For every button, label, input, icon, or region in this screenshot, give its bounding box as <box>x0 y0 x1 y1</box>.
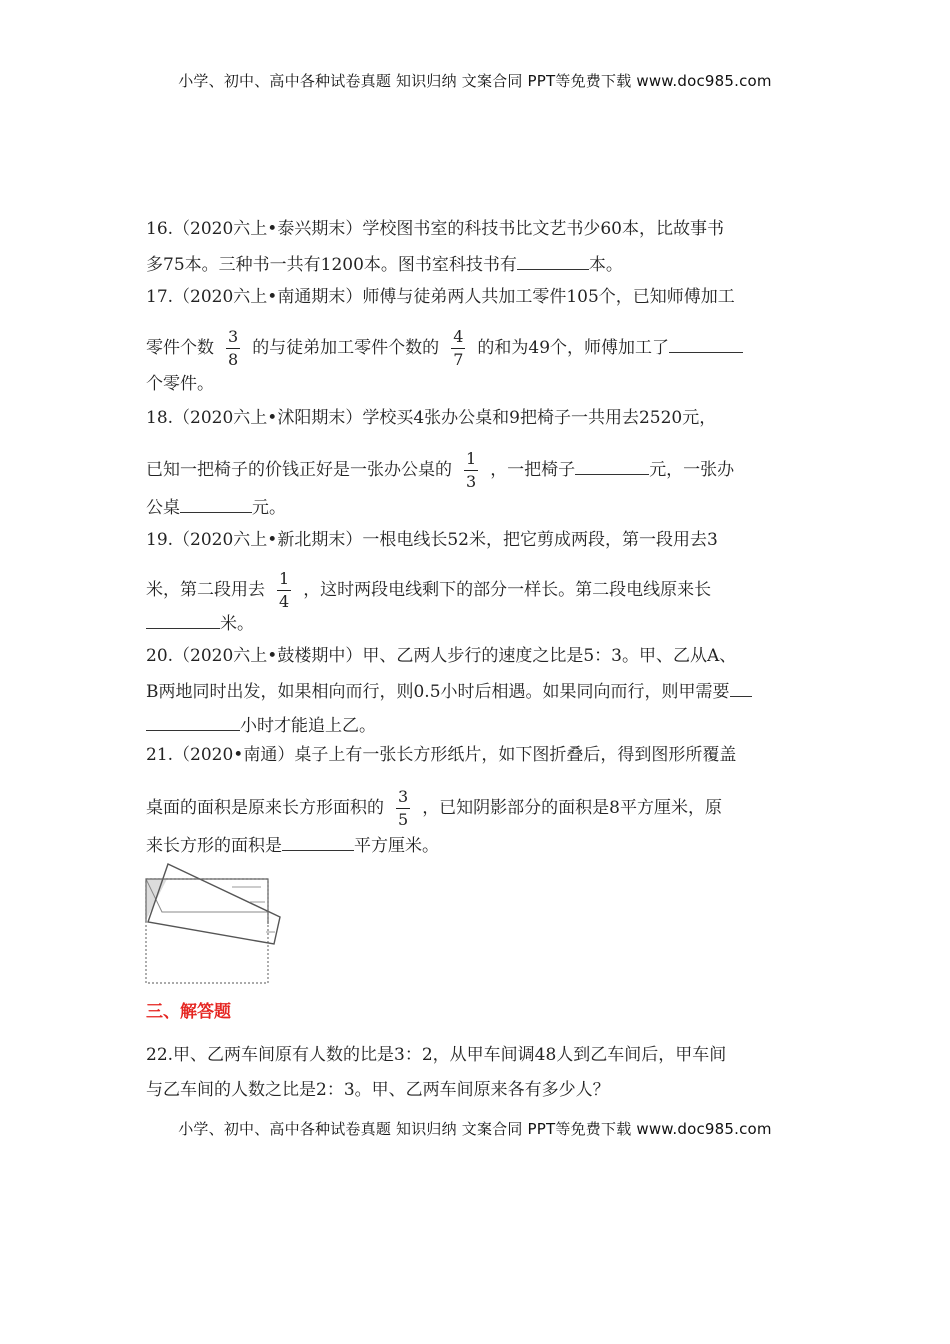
fraction-numerator: 3 <box>226 328 240 349</box>
q20-text-a: B两地同时出发，如果相向而行，则0.5小时后相遇。如果同向而行，则甲需要 <box>146 682 730 702</box>
fraction <box>451 328 465 369</box>
fraction-numerator: 1 <box>464 450 478 471</box>
original-rectangle-outline <box>146 879 268 983</box>
fraction-denominator: 8 <box>228 350 239 369</box>
q18-text-e: 元。 <box>252 498 286 518</box>
answer-blank <box>730 680 752 697</box>
answer-blank <box>282 834 354 851</box>
q18-text-b: ，一把椅子 <box>490 460 576 480</box>
folded-flap <box>148 864 280 944</box>
q18-text-d: 公桌 <box>146 498 180 518</box>
answer-blank <box>146 612 220 629</box>
q17-line1: 17.（2020六上•南通期末）师傅与徒弟两人共加工零件105个，已知师傅加工 <box>146 287 735 307</box>
fraction-numerator: 1 <box>277 570 291 591</box>
rectangle-top-edge <box>146 879 268 924</box>
q21-line1: 21.（2020•南通）桌子上有一张长方形纸片，如下图折叠后，得到图形所覆盖 <box>146 745 737 765</box>
header-banner: 小学、初中、高中各种试卷真题 知识归纳 文案合同 PPT等免费下载 www.doc985.com <box>178 72 772 90</box>
q19-line2 <box>146 570 711 611</box>
q21-text-c: 来长方形的面积是 <box>146 836 282 856</box>
q16-line2 <box>146 253 623 275</box>
q20-line1: 20.（2020六上•鼓楼期中）甲、乙两人步行的速度之比是5：3。甲、乙从A、 <box>146 646 737 666</box>
answer-blank <box>669 336 743 353</box>
fraction <box>226 328 240 369</box>
q21-line3 <box>146 834 439 856</box>
q19-text-b: ，这时两段电线剩下的部分一样长。第二段电线原来长 <box>303 580 712 600</box>
q16-text: 多75本。三种书一共有1200本。图书室科技书有 <box>146 255 517 275</box>
fraction <box>396 788 410 829</box>
q16-unit: 本。 <box>588 255 623 275</box>
q18-text-c: 元，一张办 <box>649 460 735 480</box>
fraction-denominator: 4 <box>279 592 290 611</box>
answer-blank <box>517 253 589 270</box>
q20-line3 <box>146 714 376 736</box>
q18-line1: 18.（2020六上•沭阳期末）学校买4张办公桌和9把椅子一共用去2520元， <box>146 408 717 428</box>
answer-blank <box>146 714 240 731</box>
q21-text-b: ，已知阴影部分的面积是8平方厘米，原 <box>422 798 723 818</box>
fraction-numerator: 4 <box>451 328 465 349</box>
q19-text-a: 米，第二段用去 <box>146 580 265 600</box>
q17-text-a: 零件个数 <box>146 338 214 358</box>
q19-line3 <box>146 612 254 634</box>
q18-text-a: 已知一把椅子的价钱正好是一张办公桌的 <box>146 460 452 480</box>
q21-text-a: 桌面的面积是原来长方形面积的 <box>146 798 384 818</box>
q19-line1: 19.（2020六上•新北期末）一根电线长52米，把它剪成两段，第一段用去3 <box>146 530 718 550</box>
answer-blank <box>180 496 252 513</box>
q21-text-d: 平方厘米。 <box>354 836 439 856</box>
q16-line1: 16.（2020六上•泰兴期末）学校图书室的科技书比文艺书少60本，比故事书 <box>146 219 724 239</box>
q17-text-b: 的与徒弟加工零件个数的 <box>252 338 440 358</box>
q22-line2: 与乙车间的人数之比是2：3。甲、乙两车间原来各有多少人？ <box>146 1080 610 1100</box>
footer-banner: 小学、初中、高中各种试卷真题 知识归纳 文案合同 PPT等免费下载 www.doc985.com <box>178 1120 772 1138</box>
q20-text-b: 小时才能追上乙。 <box>240 716 376 736</box>
answer-blank <box>575 458 649 475</box>
folded-paper-figure <box>140 862 290 988</box>
fraction-denominator: 3 <box>466 472 477 491</box>
q17-line2 <box>146 328 743 369</box>
q20-line2 <box>146 680 752 702</box>
q18-line3 <box>146 496 286 518</box>
q22-line1: 22.甲、乙两车间原有人数的比是3：2，从甲车间调48人到乙车间后，甲车间 <box>146 1045 727 1065</box>
fraction-denominator: 5 <box>398 810 409 829</box>
fraction-numerator: 3 <box>396 788 410 809</box>
q19-text-c: 米。 <box>220 614 254 634</box>
section-heading: 三、解答题 <box>146 1002 231 1022</box>
q17-text-c: 的和为49个，师傅加工了 <box>477 338 670 358</box>
q18-line2 <box>146 450 734 491</box>
q21-line2 <box>146 788 722 829</box>
fraction <box>277 570 291 611</box>
fraction <box>464 450 478 491</box>
q17-line3: 个零件。 <box>146 374 214 394</box>
fraction-denominator: 7 <box>453 350 464 369</box>
